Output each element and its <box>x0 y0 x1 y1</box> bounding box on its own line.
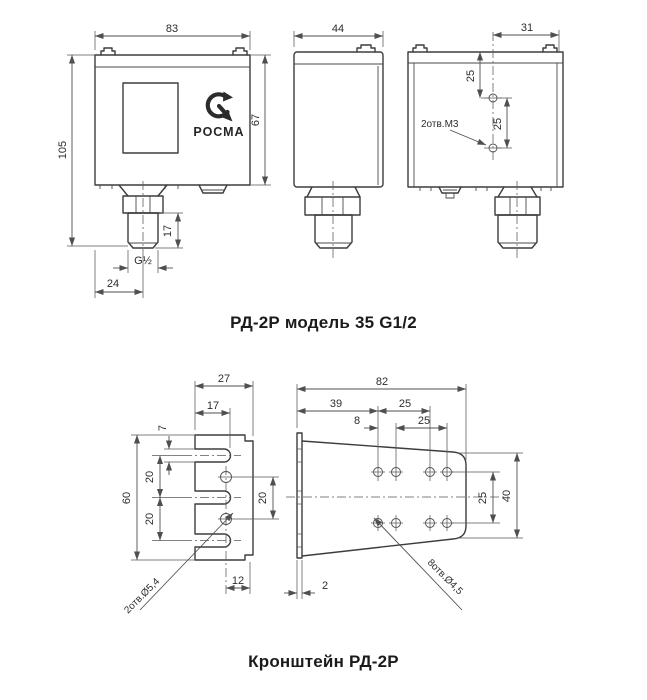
dim-row-pitch: 25 <box>477 491 489 505</box>
bracket-front-view <box>284 376 523 610</box>
cable-gland <box>199 185 227 193</box>
screw-icon <box>233 48 247 55</box>
dim-back-edge-offset: 31 <box>520 22 534 34</box>
dim-port-offset: 24 <box>106 278 120 290</box>
hex-nut <box>495 197 540 215</box>
dim-profile-top-width: 27 <box>217 373 231 385</box>
dim-profile-hole-pitch: 20 <box>257 491 269 505</box>
device-front-view <box>57 23 271 298</box>
dim-pitch-small: 8 <box>353 415 361 427</box>
dim-thickness: 2 <box>321 580 329 592</box>
holes-d45-label: 8отв.Ø4,5 <box>424 557 465 598</box>
bracket-caption: Кронштейн РД-2Р <box>248 652 399 671</box>
dim-edge-to-hole: 39 <box>329 398 343 410</box>
device-back-view <box>408 22 563 258</box>
dim-pitch-inner: 25 <box>417 415 431 427</box>
dim-bracket-width: 82 <box>375 376 389 388</box>
dim-slot-pitch-bottom: 20 <box>144 512 156 526</box>
screw-icon <box>357 45 375 52</box>
holes-d54-label: 2отв.Ø5,4 <box>122 576 163 617</box>
device-caption: РД-2Р модель 35 G1/2 <box>230 313 417 332</box>
screw-icon <box>101 48 115 55</box>
dim-thread-size: G½ <box>134 255 152 267</box>
dim-bottom-offset: 12 <box>231 575 245 587</box>
dim-hole-top: 25 <box>465 69 477 83</box>
dim-hole-pitch: 25 <box>492 117 504 131</box>
dim-slot-depth: 17 <box>206 400 220 412</box>
dim-slot-pitch-top: 20 <box>144 470 156 484</box>
dim-front-height: 105 <box>57 140 69 160</box>
screw-icon <box>413 45 427 52</box>
dim-right-height: 40 <box>501 489 513 503</box>
bracket-profile-view <box>121 373 279 616</box>
holes-m3-label: 2отв.М3 <box>421 119 459 130</box>
rosma-logo-icon <box>208 92 233 122</box>
dim-profile-height: 60 <box>121 491 133 505</box>
brand-label: РОСМА <box>193 125 245 139</box>
device-side-view <box>294 23 383 258</box>
hex-nut <box>305 197 360 215</box>
bracket-holes <box>371 468 454 532</box>
dim-side-depth: 44 <box>331 23 345 35</box>
label-window <box>123 83 178 153</box>
dim-front-width: 83 <box>165 23 179 35</box>
screw-icon <box>543 45 557 52</box>
dim-thread-length: 17 <box>162 224 174 238</box>
dim-pitch-outer: 25 <box>398 398 412 410</box>
dim-slot-width: 7 <box>157 424 169 432</box>
dim-body-height: 67 <box>250 113 262 127</box>
